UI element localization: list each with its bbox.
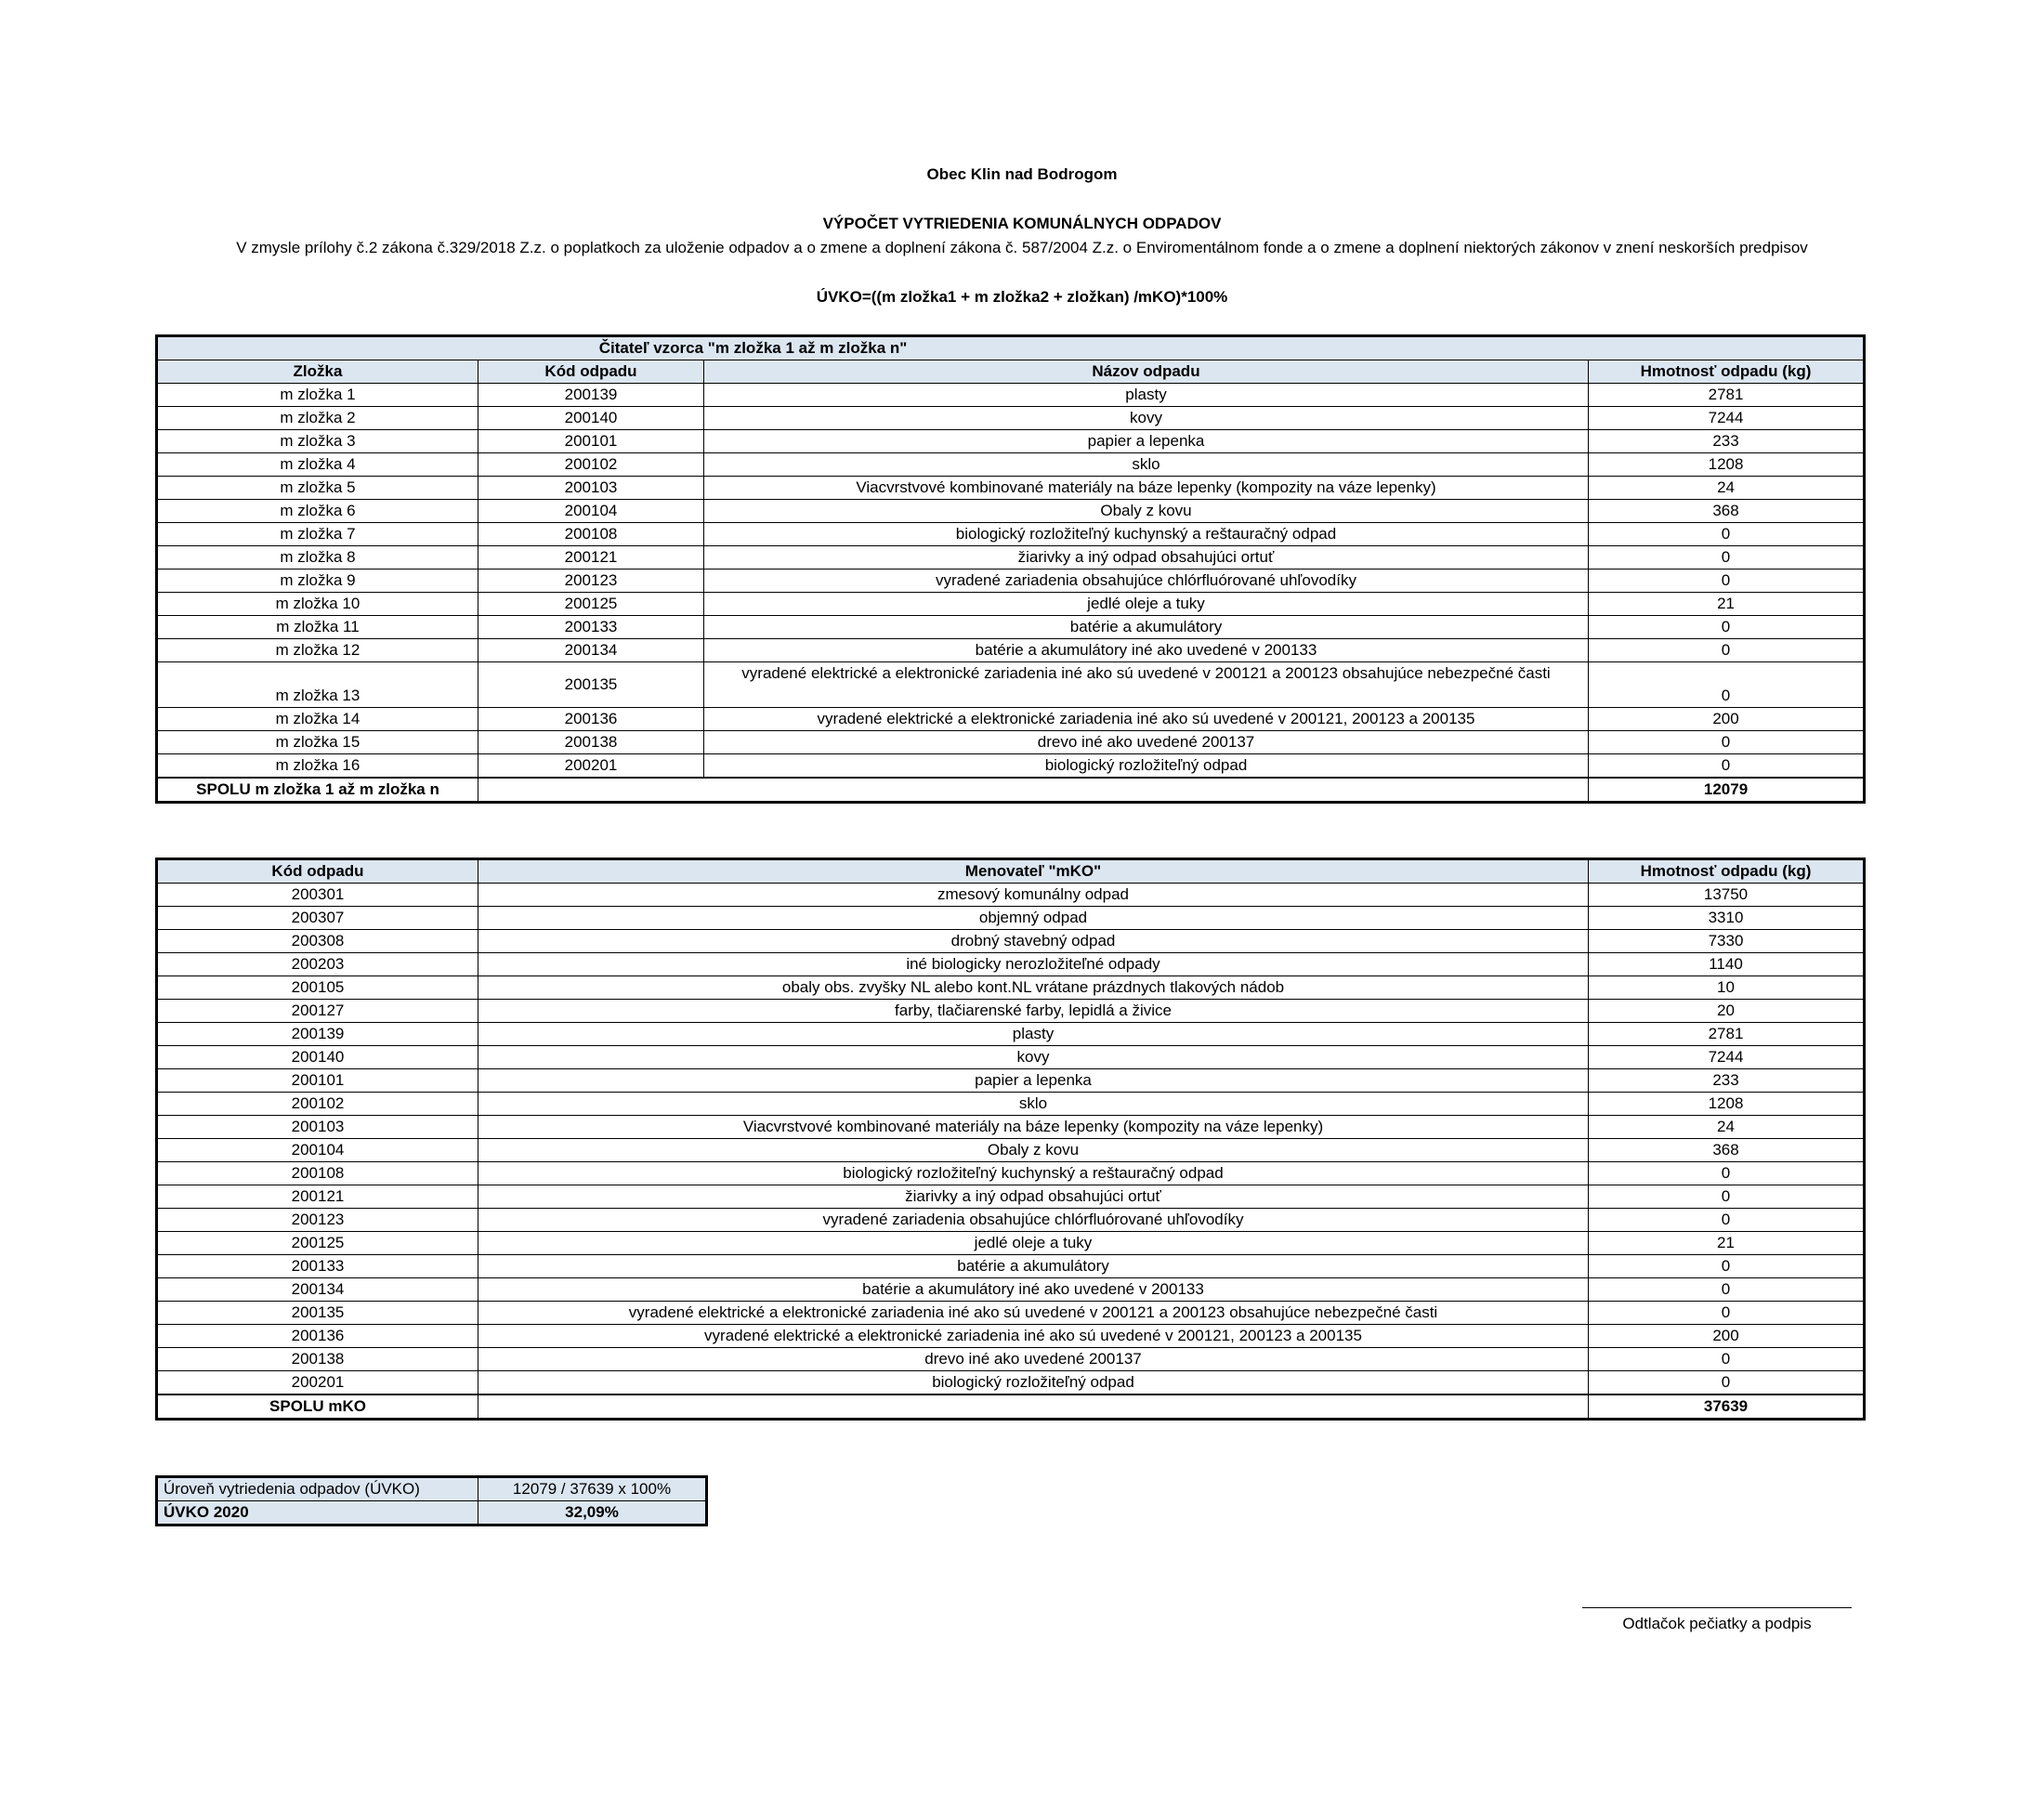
component-cell: m zložka 2 [157, 407, 478, 430]
table-row [157, 1093, 1865, 1116]
total-value: 12079 [1589, 778, 1865, 803]
table-row [157, 1348, 1865, 1371]
waste-name-cell: Viacvrstvové kombinované materiály na báze lepenky (kompozity na váze lepenky) [704, 477, 1589, 500]
waste-code-cell: 200134 [157, 1278, 478, 1302]
column-header: Hmotnosť odpadu (kg) [1589, 859, 1865, 884]
weight-cell: 7244 [1589, 407, 1865, 430]
numerator-caption-row [157, 336, 1865, 360]
table-row [157, 1000, 1865, 1023]
waste-code-cell: 200133 [157, 1255, 478, 1278]
table-row [157, 1139, 1865, 1162]
weight-cell: 24 [1589, 477, 1865, 500]
weight-cell: 200 [1589, 1325, 1865, 1348]
waste-name-cell: sklo [704, 453, 1589, 477]
weight-cell: 1208 [1589, 1093, 1865, 1116]
table-row [157, 616, 1865, 639]
waste-code-cell: 200139 [157, 1023, 478, 1046]
waste-name-cell: objemný odpad [478, 907, 1589, 930]
table-row [157, 384, 1865, 407]
weight-cell: 3310 [1589, 907, 1865, 930]
waste-name-cell: obaly obs. zvyšky NL alebo kont.NL vrátane prázdnych tlakových nádob [478, 976, 1589, 1000]
summary-table [155, 1475, 708, 1526]
weight-cell: 21 [1589, 1232, 1865, 1255]
waste-name-cell: žiarivky a iný odpad obsahujúci ortuť [704, 546, 1589, 570]
table-row [157, 523, 1865, 546]
waste-code-cell: 200125 [478, 593, 704, 616]
waste-name-cell: vyradené zariadenia obsahujúce chlórfluórované uhľovodíky [478, 1209, 1589, 1232]
signature-label: Odtlačok pečiatky a podpis [1622, 1615, 1812, 1632]
table-row [157, 1069, 1865, 1093]
waste-name-cell: plasty [704, 384, 1589, 407]
table-row [157, 1278, 1865, 1302]
column-header: Kód odpadu [478, 360, 704, 384]
waste-name-cell: batérie a akumulátory [478, 1255, 1589, 1278]
waste-name-cell: iné biologicky nerozložiteľné odpady [478, 953, 1589, 976]
empty-cell [478, 1395, 1589, 1420]
waste-name-cell: vyradené elektrické a elektronické zariadenia iné ako sú uvedené v 200121, 200123 a 200135 [704, 708, 1589, 731]
waste-code-cell: 200123 [157, 1209, 478, 1232]
waste-name-cell: drobný stavebný odpad [478, 930, 1589, 953]
weight-cell: 0 [1589, 616, 1865, 639]
waste-name-cell: jedlé oleje a tuky [704, 593, 1589, 616]
table-row [157, 593, 1865, 616]
waste-name-cell: kovy [704, 407, 1589, 430]
waste-code-cell: 200135 [478, 662, 704, 708]
waste-code-cell: 200203 [157, 953, 478, 976]
waste-name-cell: Obaly z kovu [704, 500, 1589, 523]
weight-cell: 368 [1589, 500, 1865, 523]
total-value: 37639 [1589, 1395, 1865, 1420]
weight-cell: 0 [1589, 731, 1865, 754]
waste-code-cell: 200125 [157, 1232, 478, 1255]
column-header: Kód odpadu [157, 859, 478, 884]
waste-code-cell: 200301 [157, 884, 478, 907]
waste-name-cell: biologický rozložiteľný odpad [478, 1371, 1589, 1395]
component-cell: m zložka 4 [157, 453, 478, 477]
column-header: Menovateľ "mKO" [478, 859, 1589, 884]
level-formula: 12079 / 37639 x 100% [478, 1477, 707, 1501]
table-row [157, 1255, 1865, 1278]
waste-code-cell: 200102 [478, 453, 704, 477]
waste-code-cell: 200140 [157, 1046, 478, 1069]
weight-cell: 20 [1589, 1000, 1865, 1023]
empty-cell [478, 778, 1589, 803]
weight-cell: 24 [1589, 1116, 1865, 1139]
waste-code-cell: 200103 [157, 1116, 478, 1139]
table-row [157, 1302, 1865, 1325]
weight-cell: 200 [1589, 708, 1865, 731]
waste-name-cell: žiarivky a iný odpad obsahujúci ortuť [478, 1185, 1589, 1209]
weight-cell: 233 [1589, 430, 1865, 453]
waste-name-cell: vyradené zariadenia obsahujúce chlórfluórované uhľovodíky [704, 570, 1589, 593]
table-row [157, 1209, 1865, 1232]
waste-code-cell: 200104 [478, 500, 704, 523]
denominator-total-row [157, 1395, 1865, 1420]
weight-cell: 0 [1589, 570, 1865, 593]
table-row [157, 754, 1865, 779]
waste-name-cell: vyradené elektrické a elektronické zariadenia iné ako sú uvedené v 200121, 200123 a 200135 [478, 1325, 1589, 1348]
legal-basis: V zmysle prílohy č.2 zákona č.329/2018 Z.z. o poplatkoch za uloženie odpadov a o zmene a doplnení zákona č. 587/2004 Z.z. o Enviromentálnom fonde a o zmene a doplnení niektorých zákonov v znení neskorších predpisov [236, 239, 1808, 256]
waste-code-cell: 200121 [478, 546, 704, 570]
weight-cell: 0 [1589, 1348, 1865, 1371]
component-cell: m zložka 16 [157, 754, 478, 779]
waste-name-cell: batérie a akumulátory iné ako uvedené v 200133 [704, 639, 1589, 662]
component-cell: m zložka 9 [157, 570, 478, 593]
waste-code-cell: 200201 [478, 754, 704, 779]
waste-code-cell: 200108 [157, 1162, 478, 1185]
weight-cell: 368 [1589, 1139, 1865, 1162]
waste-code-cell: 200121 [157, 1185, 478, 1209]
waste-name-cell: papier a lepenka [704, 430, 1589, 453]
table-row [157, 662, 1865, 708]
weight-cell: 7244 [1589, 1046, 1865, 1069]
table-row [157, 546, 1865, 570]
waste-code-cell: 200140 [478, 407, 704, 430]
result-label: ÚVKO 2020 [157, 1501, 478, 1525]
waste-name-cell: biologický rozložiteľný odpad [704, 754, 1589, 779]
weight-cell: 21 [1589, 593, 1865, 616]
table-row [157, 907, 1865, 930]
waste-name-cell: batérie a akumulátory [704, 616, 1589, 639]
weight-cell: 0 [1589, 1278, 1865, 1302]
waste-code-cell: 200103 [478, 477, 704, 500]
waste-name-cell: sklo [478, 1093, 1589, 1116]
waste-name-cell: plasty [478, 1023, 1589, 1046]
table-row [157, 976, 1865, 1000]
table-row [157, 884, 1865, 907]
component-cell: m zložka 15 [157, 731, 478, 754]
table-row [157, 1232, 1865, 1255]
table-row [157, 930, 1865, 953]
waste-code-cell: 200101 [478, 430, 704, 453]
formula: ÚVKO=((m zložka1 + m zložka2 + zložkan) /mKO)*100% [816, 288, 1228, 306]
waste-code-cell: 200101 [157, 1069, 478, 1093]
table-row [157, 1185, 1865, 1209]
column-header: Zložka [157, 360, 478, 384]
result-value: 32,09% [478, 1501, 707, 1525]
waste-name-cell: biologický rozložiteľný kuchynský a reštauračný odpad [478, 1162, 1589, 1185]
waste-code-cell: 200102 [157, 1093, 478, 1116]
waste-name-cell: drevo iné ako uvedené 200137 [478, 1348, 1589, 1371]
table-row [157, 1371, 1865, 1395]
waste-code-cell: 200307 [157, 907, 478, 930]
weight-cell: 0 [1589, 754, 1865, 779]
component-cell: m zložka 6 [157, 500, 478, 523]
waste-name-cell: vyradené elektrické a elektronické zariadenia iné ako sú uvedené v 200121 a 200123 obsahujúce nebezpečné časti [478, 1302, 1589, 1325]
weight-cell: 1208 [1589, 453, 1865, 477]
table-row [157, 1023, 1865, 1046]
waste-code-cell: 200127 [157, 1000, 478, 1023]
document-title: VÝPOČET VYTRIEDENIA KOMUNÁLNYCH ODPADOV [822, 215, 1222, 232]
component-cell: m zložka 8 [157, 546, 478, 570]
waste-name-cell: papier a lepenka [478, 1069, 1589, 1093]
table-row [157, 1325, 1865, 1348]
waste-name-cell: vyradené elektrické a elektronické zariadenia iné ako sú uvedené v 200121 a 200123 obsahujúce nebezpečné časti [704, 662, 1589, 708]
total-label: SPOLU mKO [157, 1395, 478, 1420]
waste-code-cell: 200134 [478, 639, 704, 662]
waste-code-cell: 200201 [157, 1371, 478, 1395]
waste-code-cell: 200308 [157, 930, 478, 953]
waste-name-cell: zmesový komunálny odpad [478, 884, 1589, 907]
weight-cell: 233 [1589, 1069, 1865, 1093]
waste-code-cell: 200136 [478, 708, 704, 731]
weight-cell: 0 [1589, 1371, 1865, 1395]
weight-cell: 0 [1589, 523, 1865, 546]
weight-cell: 0 [1589, 639, 1865, 662]
table-row [157, 953, 1865, 976]
waste-name-cell: kovy [478, 1046, 1589, 1069]
weight-cell: 10 [1589, 976, 1865, 1000]
level-label: Úroveň vytriedenia odpadov (ÚVKO) [157, 1477, 478, 1501]
numerator-table [155, 334, 1866, 804]
waste-code-cell: 200138 [157, 1348, 478, 1371]
signature-line [1582, 1607, 1852, 1608]
waste-code-cell: 200108 [478, 523, 704, 546]
table-row [157, 1162, 1865, 1185]
numerator-total-row [157, 778, 1865, 803]
weight-cell: 1140 [1589, 953, 1865, 976]
table-row [157, 1046, 1865, 1069]
weight-cell: 7330 [1589, 930, 1865, 953]
waste-code-cell: 200123 [478, 570, 704, 593]
component-cell: m zložka 13 [157, 662, 478, 708]
waste-name-cell: batérie a akumulátory iné ako uvedené v 200133 [478, 1278, 1589, 1302]
table-row [157, 407, 1865, 430]
waste-code-cell: 200138 [478, 731, 704, 754]
column-header: Hmotnosť odpadu (kg) [1589, 360, 1865, 384]
waste-code-cell: 200135 [157, 1302, 478, 1325]
waste-code-cell: 200104 [157, 1139, 478, 1162]
table-row [157, 1116, 1865, 1139]
component-cell: m zložka 1 [157, 384, 478, 407]
numerator-caption: Čitateľ vzorca "m zložka 1 až m zložka n" [157, 336, 1865, 360]
table-row [157, 708, 1865, 731]
component-cell: m zložka 11 [157, 616, 478, 639]
component-cell: m zložka 14 [157, 708, 478, 731]
municipality-name: Obec Klin nad Bodrogom [926, 165, 1118, 183]
waste-name-cell: biologický rozložiteľný kuchynský a reštauračný odpad [704, 523, 1589, 546]
numerator-header-row [157, 360, 1865, 384]
weight-cell: 0 [1589, 1209, 1865, 1232]
weight-cell: 2781 [1589, 384, 1865, 407]
waste-code-cell: 200105 [157, 976, 478, 1000]
summary-result-row [157, 1501, 707, 1525]
table-row [157, 500, 1865, 523]
table-row [157, 731, 1865, 754]
component-cell: m zložka 7 [157, 523, 478, 546]
waste-code-cell: 200136 [157, 1325, 478, 1348]
weight-cell: 0 [1589, 546, 1865, 570]
table-row [157, 430, 1865, 453]
summary-level-row [157, 1477, 707, 1501]
total-label: SPOLU m zložka 1 až m zložka n [157, 778, 478, 803]
weight-cell: 0 [1589, 662, 1865, 708]
component-cell: m zložka 12 [157, 639, 478, 662]
waste-name-cell: jedlé oleje a tuky [478, 1232, 1589, 1255]
weight-cell: 0 [1589, 1302, 1865, 1325]
waste-code-cell: 200133 [478, 616, 704, 639]
component-cell: m zložka 3 [157, 430, 478, 453]
waste-code-cell: 200139 [478, 384, 704, 407]
table-row [157, 453, 1865, 477]
column-header: Názov odpadu [704, 360, 1589, 384]
waste-name-cell: Viacvrstvové kombinované materiály na báze lepenky (kompozity na váze lepenky) [478, 1116, 1589, 1139]
component-cell: m zložka 10 [157, 593, 478, 616]
denominator-table [155, 858, 1866, 1421]
weight-cell: 13750 [1589, 884, 1865, 907]
denominator-header-row [157, 859, 1865, 884]
component-cell: m zložka 5 [157, 477, 478, 500]
waste-name-cell: farby, tlačiarenské farby, lepidlá a živice [478, 1000, 1589, 1023]
waste-name-cell: drevo iné ako uvedené 200137 [704, 731, 1589, 754]
weight-cell: 0 [1589, 1185, 1865, 1209]
waste-name-cell: Obaly z kovu [478, 1139, 1589, 1162]
table-row [157, 639, 1865, 662]
weight-cell: 0 [1589, 1255, 1865, 1278]
weight-cell: 2781 [1589, 1023, 1865, 1046]
weight-cell: 0 [1589, 1162, 1865, 1185]
table-row [157, 477, 1865, 500]
table-row [157, 570, 1865, 593]
